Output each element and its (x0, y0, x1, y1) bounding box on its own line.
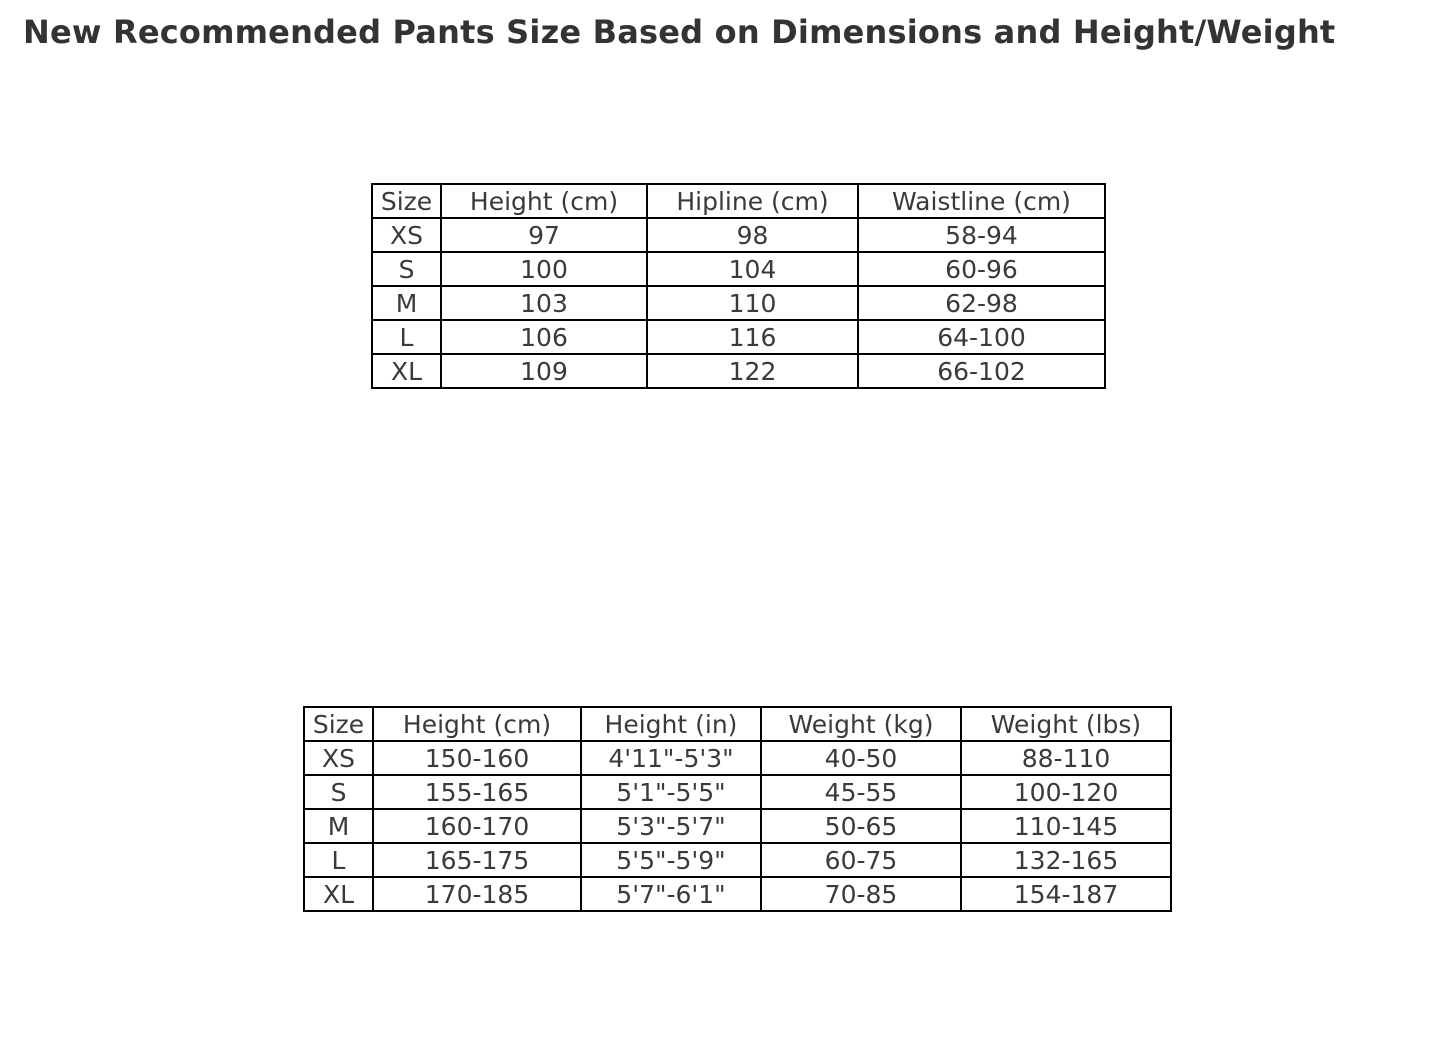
table-row (372, 320, 1105, 354)
table-cell: 5'1"-5'5" (581, 775, 761, 809)
table-cell: 60-96 (858, 252, 1105, 286)
table-cell: 100-120 (961, 775, 1171, 809)
table-cell: 109 (441, 354, 647, 388)
table-cell: 58-94 (858, 218, 1105, 252)
table-cell: 88-110 (961, 741, 1171, 775)
column-header: Height (in) (581, 707, 761, 741)
column-header: Weight (lbs) (961, 707, 1171, 741)
table-cell: 50-65 (761, 809, 961, 843)
table-body (304, 741, 1171, 911)
table-cell: 154-187 (961, 877, 1171, 911)
column-header: Height (cm) (373, 707, 581, 741)
table-cell: 40-50 (761, 741, 961, 775)
column-header: Size (304, 707, 373, 741)
table-cell: 150-160 (373, 741, 581, 775)
table-cell: 104 (647, 252, 858, 286)
table-cell: L (304, 843, 373, 877)
table-head (372, 184, 1105, 218)
table-cell: 122 (647, 354, 858, 388)
table-cell: 5'5"-5'9" (581, 843, 761, 877)
table-cell: 98 (647, 218, 858, 252)
table-cell: 155-165 (373, 775, 581, 809)
table-row (304, 843, 1171, 877)
table-cell: 165-175 (373, 843, 581, 877)
table-cell: 62-98 (858, 286, 1105, 320)
table-cell: 106 (441, 320, 647, 354)
header-row (372, 184, 1105, 218)
table-cell: L (372, 320, 441, 354)
table-cell: 100 (441, 252, 647, 286)
table-cell: 4'11"-5'3" (581, 741, 761, 775)
table-cell: 64-100 (858, 320, 1105, 354)
table-cell: 160-170 (373, 809, 581, 843)
table-row (372, 354, 1105, 388)
column-header: Height (cm) (441, 184, 647, 218)
table-row (304, 741, 1171, 775)
table-body (372, 218, 1105, 388)
table-cell: M (372, 286, 441, 320)
table-cell: XL (372, 354, 441, 388)
table-cell: 132-165 (961, 843, 1171, 877)
table-cell: 5'3"-5'7" (581, 809, 761, 843)
table-cell: M (304, 809, 373, 843)
table-cell: 116 (647, 320, 858, 354)
table-cell: 110-145 (961, 809, 1171, 843)
figure-title: New Recommended Pants Size Based on Dimensions and Height/Weight (23, 13, 1336, 51)
table-row (372, 252, 1105, 286)
table-cell: 5'7"-6'1" (581, 877, 761, 911)
table-row (304, 877, 1171, 911)
column-header: Weight (kg) (761, 707, 961, 741)
table-cell: 103 (441, 286, 647, 320)
column-header: Waistline (cm) (858, 184, 1105, 218)
table-cell: 170-185 (373, 877, 581, 911)
table-cell: XS (372, 218, 441, 252)
table-cell: 45-55 (761, 775, 961, 809)
header-row (304, 707, 1171, 741)
table-cell: 70-85 (761, 877, 961, 911)
table-cell: 60-75 (761, 843, 961, 877)
table-row (372, 218, 1105, 252)
column-header: Size (372, 184, 441, 218)
table-row (304, 809, 1171, 843)
table-cell: S (304, 775, 373, 809)
table-cell: XS (304, 741, 373, 775)
table-cell: 97 (441, 218, 647, 252)
height-weight-table (303, 706, 1172, 912)
table-row (372, 286, 1105, 320)
pants-dimensions-table (371, 183, 1106, 389)
table-head (304, 707, 1171, 741)
table-cell: S (372, 252, 441, 286)
table-cell: 110 (647, 286, 858, 320)
table-row (304, 775, 1171, 809)
table-cell: 66-102 (858, 354, 1105, 388)
table-cell: XL (304, 877, 373, 911)
column-header: Hipline (cm) (647, 184, 858, 218)
